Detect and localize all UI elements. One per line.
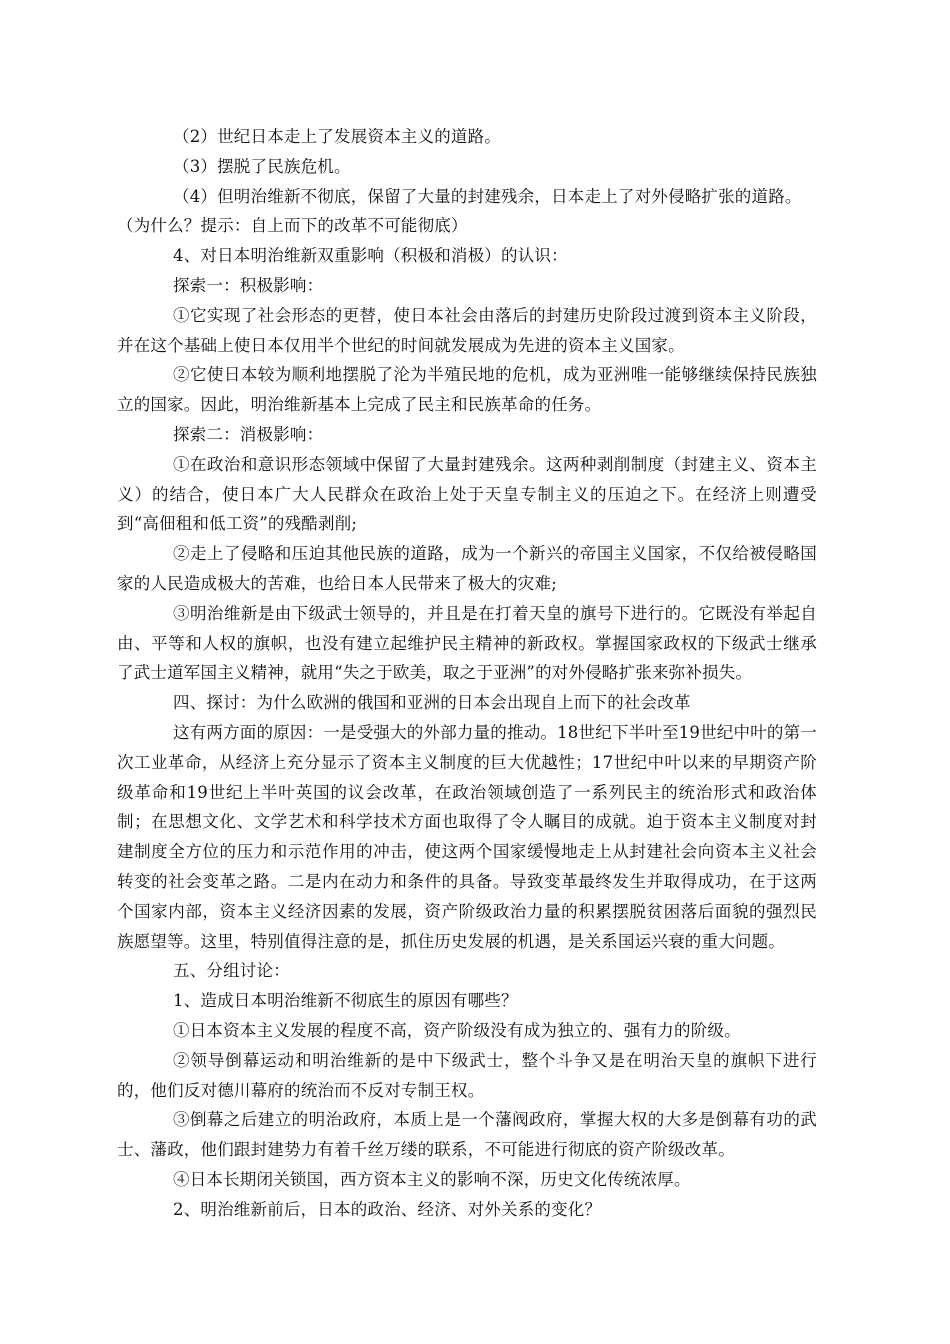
paragraph: ③明治维新是由下级武士领导的，并且是在打着天皇的旗号下进行的。它既没有举起自由、平等和人权的旗帜，也没有建立起维护民主精神的新政权。掌握国家政权的下级武士继承了武士道军国主义精神，就用“失之于欧美，取之于亚洲”的对外侵略扩张来弥补损失。 — [117, 603, 817, 683]
paragraph: ②它使日本较为顺利地摆脱了沦为半殖民地的危机，成为亚洲唯一能够继续保持民族独立的国家。因此，明治维新基本上完成了民主和民族革命的任务。 — [117, 365, 817, 415]
document-body — [117, 122, 817, 1224]
subsection-heading: 探索一：积极影响： — [173, 275, 324, 295]
section-heading: 四、探讨：为什么欧洲的俄国和亚洲的日本会出现自上而下的社会改革 — [173, 693, 691, 713]
question-heading: 2、明治维新前后，日本的政治、经济、对外关系的变化？ — [173, 1199, 602, 1219]
section-heading: 五、分组讨论： — [173, 961, 290, 981]
subsection-heading: 探索二：消极影响： — [173, 424, 324, 444]
paragraph: （4）但明治维新不彻底，保留了大量的封建残余，日本走上了对外侵略扩张的道路。 — [173, 186, 802, 206]
paragraph: ①它实现了社会形态的更替，使日本社会由落后的封建历史阶段过渡到资本主义阶段，并在这个基础上使日本仅用半个世纪的时间就发展成为先进的资本主义国家。 — [117, 305, 817, 355]
paragraph: （2）世纪日本走上了发展资本主义的道路。 — [173, 127, 501, 146]
paragraph: ②领导倒幕运动和明治维新的是中下级武士，整个斗争又是在明治天皇的旗帜下进行的，他们反对德川幕府的统治而不反对专制王权。 — [117, 1050, 817, 1100]
paragraph: （为什么？提示：自上而下的改革不可能彻底） — [117, 216, 468, 236]
section-heading: 4、对日本明治维新双重影响（积极和消极）的认识： — [173, 246, 568, 266]
paragraph: ①日本资本主义发展的程度不高，资产阶级没有成为独立的、强有力的阶级。 — [173, 1020, 741, 1040]
paragraph: 这有两方面的原因：一是受强大的外部力量的推动。18世纪下半叶至19世纪中叶的第一次工业革命，从经济上充分显示了资本主义制度的巨大优越性；17世纪中叶以来的早期资产阶级革命和19世纪上半叶英国的议会改革，在政治领域创造了一系列民主的统治形式和政治体制；在思想文化、文学艺术和科学技术方面也取得了令人瞩目的成就。迫于资本主义制度对封建制度全方位的压力和示范作用的冲击，使这两个国家缓慢地走上从封建社会向资本主义社会转变的社会变革之路。二是内在动力和条件的具备。导致变革最终发生并取得成功，在于这两个国家内部，资本主义经济因素的发展，资产阶级政治力量的积累摆脱贫困落后面貌的强烈民族愿望等。这里，特别值得注意的是，抓住历史发展的机遇，是关系国运兴衰的重大问题。 — [117, 722, 817, 951]
paragraph: ②走上了侵略和压迫其他民族的道路，成为一个新兴的帝国主义国家，不仅给被侵略国家的人民造成极大的苦难，也给日本人民带来了极大的灾难; — [117, 544, 817, 593]
paragraph: ①在政治和意识形态领域中保留了大量封建残余。这两种剥削制度（封建主义、资本主义）的结合，使日本广大人民群众在政治上处于天皇专制主义的压迫之下。在经济上则遭受到“高佃租和低工资”的残酷剥削; — [117, 454, 817, 534]
paragraph: ④日本长期闭关锁国，西方资本主义的影响不深，历史文化传统浓厚。 — [173, 1169, 691, 1189]
paragraph: （3）摆脱了民族危机。 — [173, 156, 351, 176]
question-heading: 1、造成日本明治维新不彻底生的原因有哪些？ — [173, 991, 518, 1011]
paragraph: ③倒幕之后建立的明治政府，本质上是一个藩阀政府，掌握大权的大多是倒幕有功的武士、藩政，他们跟封建势力有着千丝万缕的联系，不可能进行彻底的资产阶级改革。 — [117, 1110, 817, 1160]
